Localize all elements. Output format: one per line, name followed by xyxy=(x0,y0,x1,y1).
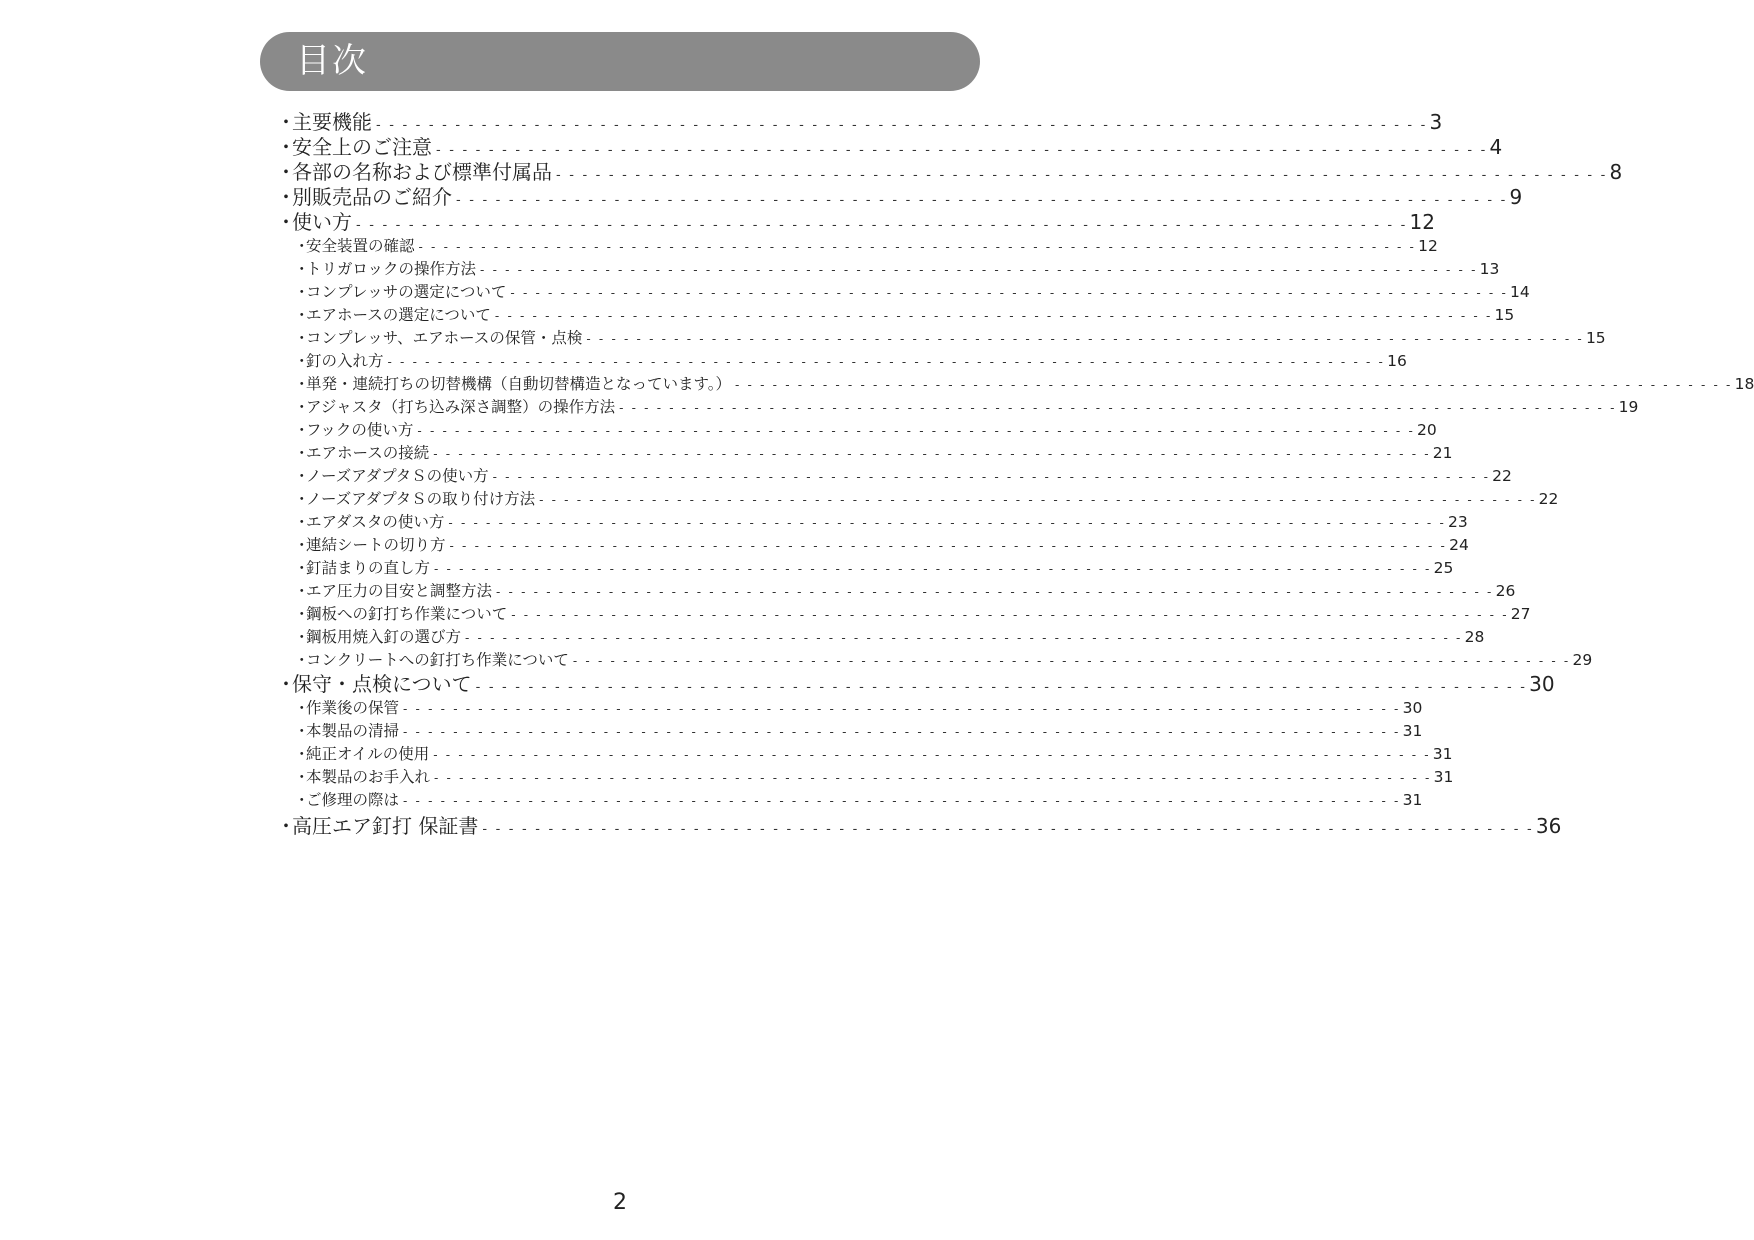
toc-bullet: ・ xyxy=(276,185,296,209)
dot-leader: - - - - - - - - - - - - - - - - - - - - - - - - - - - - - - - - - - - - - - - - - - - - - - - - - - - - - - - - - - - - - - - - - - - - - - - - - - - - - - - - xyxy=(572,654,1571,668)
toc-bullet: ・ xyxy=(294,237,310,255)
toc-bullet: ・ xyxy=(294,536,310,554)
toc-entry-page: 14 xyxy=(1509,283,1530,301)
toc-entry-label: 本製品のお手入れ xyxy=(306,768,431,786)
dot-leader: - - - - - - - - - - - - - - - - - - - - - - - - - - - - - - - - - - - - - - - - - - - - - - - - - - - - - - - - - - - - - - - - - - - - - - - - - - - - - - - - xyxy=(449,539,1448,553)
dot-leader: - - - - - - - - - - - - - - - - - - - - - - - - - - - - - - - - - - - - - - - - - - - - - - - - - - - - - - - - - - - - - - - - - - - - - - - - - - - - - - - - xyxy=(433,748,1431,762)
toc-subentry[interactable] xyxy=(276,720,1423,743)
toc-bullet: ・ xyxy=(276,672,296,696)
toc-entry-page: 22 xyxy=(1538,490,1559,508)
toc-subentry[interactable] xyxy=(276,743,1453,766)
dot-leader: - - - - - - - - - - - - - - - - - - - - - - - - - - - - - - - - - - - - - - - - - - - - - - - - - - - - - - - - - - - - - - - - - - - - - - - - - - - - - - - - xyxy=(403,794,1401,808)
toc-entry-page: 24 xyxy=(1449,536,1469,554)
toc-subentry[interactable] xyxy=(276,465,1512,488)
toc-entry-page: 29 xyxy=(1572,651,1593,669)
toc-entry-label: フックの使い方 xyxy=(306,421,414,439)
toc-subentry[interactable] xyxy=(276,419,1437,442)
toc-entry[interactable] xyxy=(276,210,1435,235)
toc-entry-label: コンプレッサの選定について xyxy=(306,283,507,301)
toc-entry-page: 31 xyxy=(1402,791,1423,809)
toc-entry-page: 31 xyxy=(1402,722,1423,740)
toc-subentry[interactable] xyxy=(276,649,1593,672)
toc-bullet: ・ xyxy=(294,628,310,646)
toc-entry[interactable] xyxy=(276,672,1555,697)
toc-bullet: ・ xyxy=(294,306,310,324)
toc-entry-label: ノーズアダプタＳの取り付け方法 xyxy=(306,490,536,508)
toc-bullet: ・ xyxy=(294,444,310,462)
toc-entry-label: 使い方 xyxy=(292,210,352,234)
toc-entry[interactable] xyxy=(276,160,1623,185)
toc-entry-label: 高圧エア釘打 保証書 xyxy=(292,814,479,838)
toc-entry-page: 12 xyxy=(1409,210,1435,234)
toc-entry-page: 30 xyxy=(1529,672,1555,696)
dot-leader: - - - - - - - - - - - - - - - - - - - - - - - - - - - - - - - - - - - - - - - - - - - - - - - - - - - - - - - - - - - - - - - - - - - - - - - - - - - - - - - - xyxy=(403,725,1401,739)
toc-entry-page: 8 xyxy=(1609,160,1623,184)
toc-subentry[interactable] xyxy=(276,442,1453,465)
toc-subentry[interactable] xyxy=(276,511,1468,534)
toc-bullet: ・ xyxy=(276,135,296,159)
toc-subentry[interactable] xyxy=(276,557,1454,580)
toc-subentry[interactable] xyxy=(276,396,1639,419)
toc-subentry[interactable] xyxy=(276,697,1423,720)
toc-bullet: ・ xyxy=(294,745,310,763)
dot-leader: - - - - - - - - - - - - - - - - - - - - - - - - - - - - - - - - - - - - - - - - - - - - - - - - - - - - - - - - - - - - - - - - - - - - - - - - - - - - - - - - xyxy=(494,309,1493,323)
toc-entry-page: 21 xyxy=(1432,444,1453,462)
dot-leader: - - - - - - - - - - - - - - - - - - - - - - - - - - - - - - - - - - - - - - - - - - - - - - - - - - - - - - - - - - - - - - - - - - - - - - - - - - - - - - - - xyxy=(456,193,1508,208)
toc-bullet: ・ xyxy=(294,651,310,669)
dot-leader: - - - - - - - - - - - - - - - - - - - - - - - - - - - - - - - - - - - - - - - - - - - - - - - - - - - - - - - - - - - - - - - - - - - - - - - - - - - - - - - - xyxy=(436,143,1488,158)
dot-leader: - - - - - - - - - - - - - - - - - - - - - - - - - - - - - - - - - - - - - - - - - - - - - - - - - - - - - - - - - - - - - - - - - - - - - - - - - - - - - - - - xyxy=(465,631,1463,645)
toc-entry[interactable] xyxy=(276,185,1523,210)
toc-entry-label: 本製品の清掃 xyxy=(306,722,400,740)
toc-bullet: ・ xyxy=(294,421,310,439)
toc-entry[interactable] xyxy=(276,135,1503,160)
dot-leader: - - - - - - - - - - - - - - - - - - - - - - - - - - - - - - - - - - - - - - - - - - - - - - - - - - - - - - - - - - - - - - - - - - - - - - - - - - - - - - - - xyxy=(735,378,1733,392)
dot-leader: - - - - - - - - - - - - - - - - - - - - - - - - - - - - - - - - - - - - - - - - - - - - - - - - - - - - - - - - - - - - - - - - - - - - - - - - - - - - - - - - xyxy=(556,168,1608,183)
toc-entry-page: 26 xyxy=(1495,582,1516,600)
dot-leader: - - - - - - - - - - - - - - - - - - - - - - - - - - - - - - - - - - - - - - - - - - - - - - - - - - - - - - - - - - - - - - - - - - - - - - - - - - - - - - - - xyxy=(482,822,1534,837)
toc-entry-page: 19 xyxy=(1618,398,1639,416)
toc-subentry[interactable] xyxy=(276,350,1407,373)
toc-entry-page: 20 xyxy=(1416,421,1437,439)
toc-subentry[interactable] xyxy=(276,258,1500,281)
toc-subentry[interactable] xyxy=(276,488,1559,511)
dot-leader: - - - - - - - - - - - - - - - - - - - - - - - - - - - - - - - - - - - - - - - - - - - - - - - - - - - - - - - - - - - - - - - - - - - - - - - - - - - - - - - - xyxy=(475,680,1528,695)
toc-bullet: ・ xyxy=(294,467,310,485)
toc-entry-page: 12 xyxy=(1418,237,1438,255)
toc-subentry[interactable] xyxy=(276,603,1531,626)
toc-subentry[interactable] xyxy=(276,304,1515,327)
toc-entry-page: 31 xyxy=(1432,745,1453,763)
toc-bullet: ・ xyxy=(294,329,310,347)
toc-entry-label: 主要機能 xyxy=(292,110,372,134)
toc-bullet: ・ xyxy=(294,722,310,740)
toc-entry-page: 15 xyxy=(1585,329,1606,347)
toc-bullet: ・ xyxy=(294,768,310,786)
toc-bullet: ・ xyxy=(294,490,310,508)
page-title: 目次 xyxy=(296,41,368,81)
toc-entry-label: 各部の名称および標準付属品 xyxy=(292,160,552,184)
toc-bullet: ・ xyxy=(294,582,310,600)
toc-entry[interactable] xyxy=(276,814,1562,839)
toc-entry-page: 9 xyxy=(1509,185,1523,209)
toc-bullet: ・ xyxy=(294,559,310,577)
toc-entry-page: 18 xyxy=(1734,375,1754,393)
dot-leader: - - - - - - - - - - - - - - - - - - - - - - - - - - - - - - - - - - - - - - - - - - - - - - - - - - - - - - - - - - - - - - - - - - - - - - - - - - - - - - - - xyxy=(387,355,1386,369)
toc-bullet: ・ xyxy=(294,699,310,717)
toc-entry-page: 27 xyxy=(1510,605,1531,623)
toc-entry-page: 13 xyxy=(1479,260,1500,278)
dot-leader: - - - - - - - - - - - - - - - - - - - - - - - - - - - - - - - - - - - - - - - - - - - - - - - - - - - - - - - - - - - - - - - - - - - - - - - - - - - - - - - - xyxy=(418,240,1417,254)
toc-entry-label: 釘の入れ方 xyxy=(306,352,384,370)
dot-leader: - - - - - - - - - - - - - - - - - - - - - - - - - - - - - - - - - - - - - - - - - - - - - - - - - - - - - - - - - - - - - - - - - - - - - - - - - - - - - - - - xyxy=(511,608,1509,622)
toc-entry-label: コンクリートへの釘打ち作業について xyxy=(306,651,569,669)
dot-leader: - - - - - - - - - - - - - - - - - - - - - - - - - - - - - - - - - - - - - - - - - - - - - - - - - - - - - - - - - - - - - - - - - - - - - - - - - - - - - - - - xyxy=(376,118,1428,133)
toc-entry-label: 鋼板への釘打ち作業について xyxy=(306,605,508,623)
toc-entry-label: 連結シートの切り方 xyxy=(306,536,446,554)
toc-subentry[interactable] xyxy=(276,373,1754,396)
toc-entry-page: 22 xyxy=(1492,467,1512,485)
toc-entry-label: エアホースの接続 xyxy=(306,444,430,462)
toc-entry-label: ノーズアダプタＳの使い方 xyxy=(306,467,489,485)
toc-bullet: ・ xyxy=(294,791,310,809)
toc-bullet: ・ xyxy=(294,260,310,278)
toc-entry-page: 16 xyxy=(1387,352,1407,370)
dot-leader: - - - - - - - - - - - - - - - - - - - - - - - - - - - - - - - - - - - - - - - - - - - - - - - - - - - - - - - - - - - - - - - - - - - - - - - - - - - - - - - - xyxy=(417,424,1415,438)
toc-entry-page: 31 xyxy=(1433,768,1454,786)
page-number: 2 xyxy=(613,1190,627,1215)
dot-leader: - - - - - - - - - - - - - - - - - - - - - - - - - - - - - - - - - - - - - - - - - - - - - - - - - - - - - - - - - - - - - - - - - - - - - - - - - - - - - - - - xyxy=(586,332,1584,346)
toc-entry-label: コンプレッサ、エアホースの保管・点検 xyxy=(306,329,583,347)
toc-bullet: ・ xyxy=(276,110,296,134)
toc-subentry[interactable] xyxy=(276,580,1516,603)
toc-entry-page: 28 xyxy=(1464,628,1485,646)
toc-subentry[interactable] xyxy=(276,235,1438,258)
dot-leader: - - - - - - - - - - - - - - - - - - - - - - - - - - - - - - - - - - - - - - - - - - - - - - - - - - - - - - - - - - - - - - - - - - - - - - - - - - - - - - - - xyxy=(510,286,1508,300)
toc-entry-label: 保守・点検について xyxy=(292,672,472,696)
toc-entry-label: エアホースの選定について xyxy=(306,306,491,324)
toc-entry-page: 15 xyxy=(1494,306,1515,324)
toc-subentry[interactable] xyxy=(276,534,1469,557)
toc-entry-label: 鋼板用焼入釘の選び方 xyxy=(306,628,462,646)
toc-entry-label: 安全上のご注意 xyxy=(292,135,432,159)
toc-bullet: ・ xyxy=(294,283,310,301)
dot-leader: - - - - - - - - - - - - - - - - - - - - - - - - - - - - - - - - - - - - - - - - - - - - - - - - - - - - - - - - - - - - - - - - - - - - - - - - - - - - - - - - xyxy=(492,470,1491,484)
toc-entry-page: 36 xyxy=(1535,814,1562,838)
toc-entry-label: ご修理の際は xyxy=(306,791,400,809)
dot-leader: - - - - - - - - - - - - - - - - - - - - - - - - - - - - - - - - - - - - - - - - - - - - - - - - - - - - - - - - - - - - - - - - - - - - - - - - - - - - - - - - xyxy=(448,516,1446,530)
dot-leader: - - - - - - - - - - - - - - - - - - - - - - - - - - - - - - - - - - - - - - - - - - - - - - - - - - - - - - - - - - - - - - - - - - - - - - - - - - - - - - - - xyxy=(403,702,1401,716)
toc-entry-label: トリガロックの操作方法 xyxy=(306,260,477,278)
toc-bullet: ・ xyxy=(294,513,310,531)
toc-subentry[interactable] xyxy=(276,789,1423,812)
toc-entry-page: 30 xyxy=(1402,699,1423,717)
toc-entry-label: 釘詰まりの直し方 xyxy=(306,559,431,577)
toc-bullet: ・ xyxy=(294,398,310,416)
toc-bullet: ・ xyxy=(294,375,310,393)
dot-leader: - - - - - - - - - - - - - - - - - - - - - - - - - - - - - - - - - - - - - - - - - - - - - - - - - - - - - - - - - - - - - - - - - - - - - - - - - - - - - - - - xyxy=(434,771,1432,785)
toc-entry-label: エア圧力の目安と調整方法 xyxy=(306,582,493,600)
toc-bullet: ・ xyxy=(276,210,296,234)
toc-bullet: ・ xyxy=(276,160,296,184)
dot-leader: - - - - - - - - - - - - - - - - - - - - - - - - - - - - - - - - - - - - - - - - - - - - - - - - - - - - - - - - - - - - - - - - - - - - - - - - - - - - - - - - xyxy=(539,493,1537,507)
toc-entry-page: 4 xyxy=(1489,135,1503,159)
toc-subentry[interactable] xyxy=(276,626,1485,649)
toc-entry[interactable] xyxy=(276,110,1443,135)
dot-leader: - - - - - - - - - - - - - - - - - - - - - - - - - - - - - - - - - - - - - - - - - - - - - - - - - - - - - - - - - - - - - - - - - - - - - - - - - - - - - - - - xyxy=(480,263,1478,277)
toc-entry-label: エアダスタの使い方 xyxy=(306,513,445,531)
toc-header-bar xyxy=(260,32,980,91)
dot-leader: - - - - - - - - - - - - - - - - - - - - - - - - - - - - - - - - - - - - - - - - - - - - - - - - - - - - - - - - - - - - - - - - - - - - - - - - - - - - - - - - xyxy=(356,218,1408,233)
toc-bullet: ・ xyxy=(294,352,310,370)
toc-bullet: ・ xyxy=(294,605,310,623)
toc-subentry[interactable] xyxy=(276,281,1530,304)
table-of-contents xyxy=(276,110,1754,839)
toc-entry-label: 純正オイルの使用 xyxy=(306,745,430,763)
toc-entry-page: 3 xyxy=(1429,110,1443,134)
toc-entry-page: 23 xyxy=(1447,513,1468,531)
toc-entry-label: アジャスタ（打ち込み深さ調整）の操作方法 xyxy=(306,398,616,416)
toc-subentry[interactable] xyxy=(276,766,1454,789)
dot-leader: - - - - - - - - - - - - - - - - - - - - - - - - - - - - - - - - - - - - - - - - - - - - - - - - - - - - - - - - - - - - - - - - - - - - - - - - - - - - - - - - xyxy=(434,562,1432,576)
toc-entry-label: 単発・連続打ちの切替機構（自動切替構造となっています。） xyxy=(306,375,732,393)
toc-entry-label: 別販売品のご紹介 xyxy=(292,185,452,209)
toc-entry-label: 作業後の保管 xyxy=(306,699,400,717)
dot-leader: - - - - - - - - - - - - - - - - - - - - - - - - - - - - - - - - - - - - - - - - - - - - - - - - - - - - - - - - - - - - - - - - - - - - - - - - - - - - - - - - xyxy=(619,401,1617,415)
toc-entry-page: 25 xyxy=(1433,559,1454,577)
dot-leader: - - - - - - - - - - - - - - - - - - - - - - - - - - - - - - - - - - - - - - - - - - - - - - - - - - - - - - - - - - - - - - - - - - - - - - - - - - - - - - - - xyxy=(433,447,1431,461)
toc-bullet: ・ xyxy=(276,814,296,838)
toc-subentry[interactable] xyxy=(276,327,1606,350)
toc-entry-label: 安全装置の確認 xyxy=(306,237,415,255)
dot-leader: - - - - - - - - - - - - - - - - - - - - - - - - - - - - - - - - - - - - - - - - - - - - - - - - - - - - - - - - - - - - - - - - - - - - - - - - - - - - - - - - xyxy=(496,585,1494,599)
